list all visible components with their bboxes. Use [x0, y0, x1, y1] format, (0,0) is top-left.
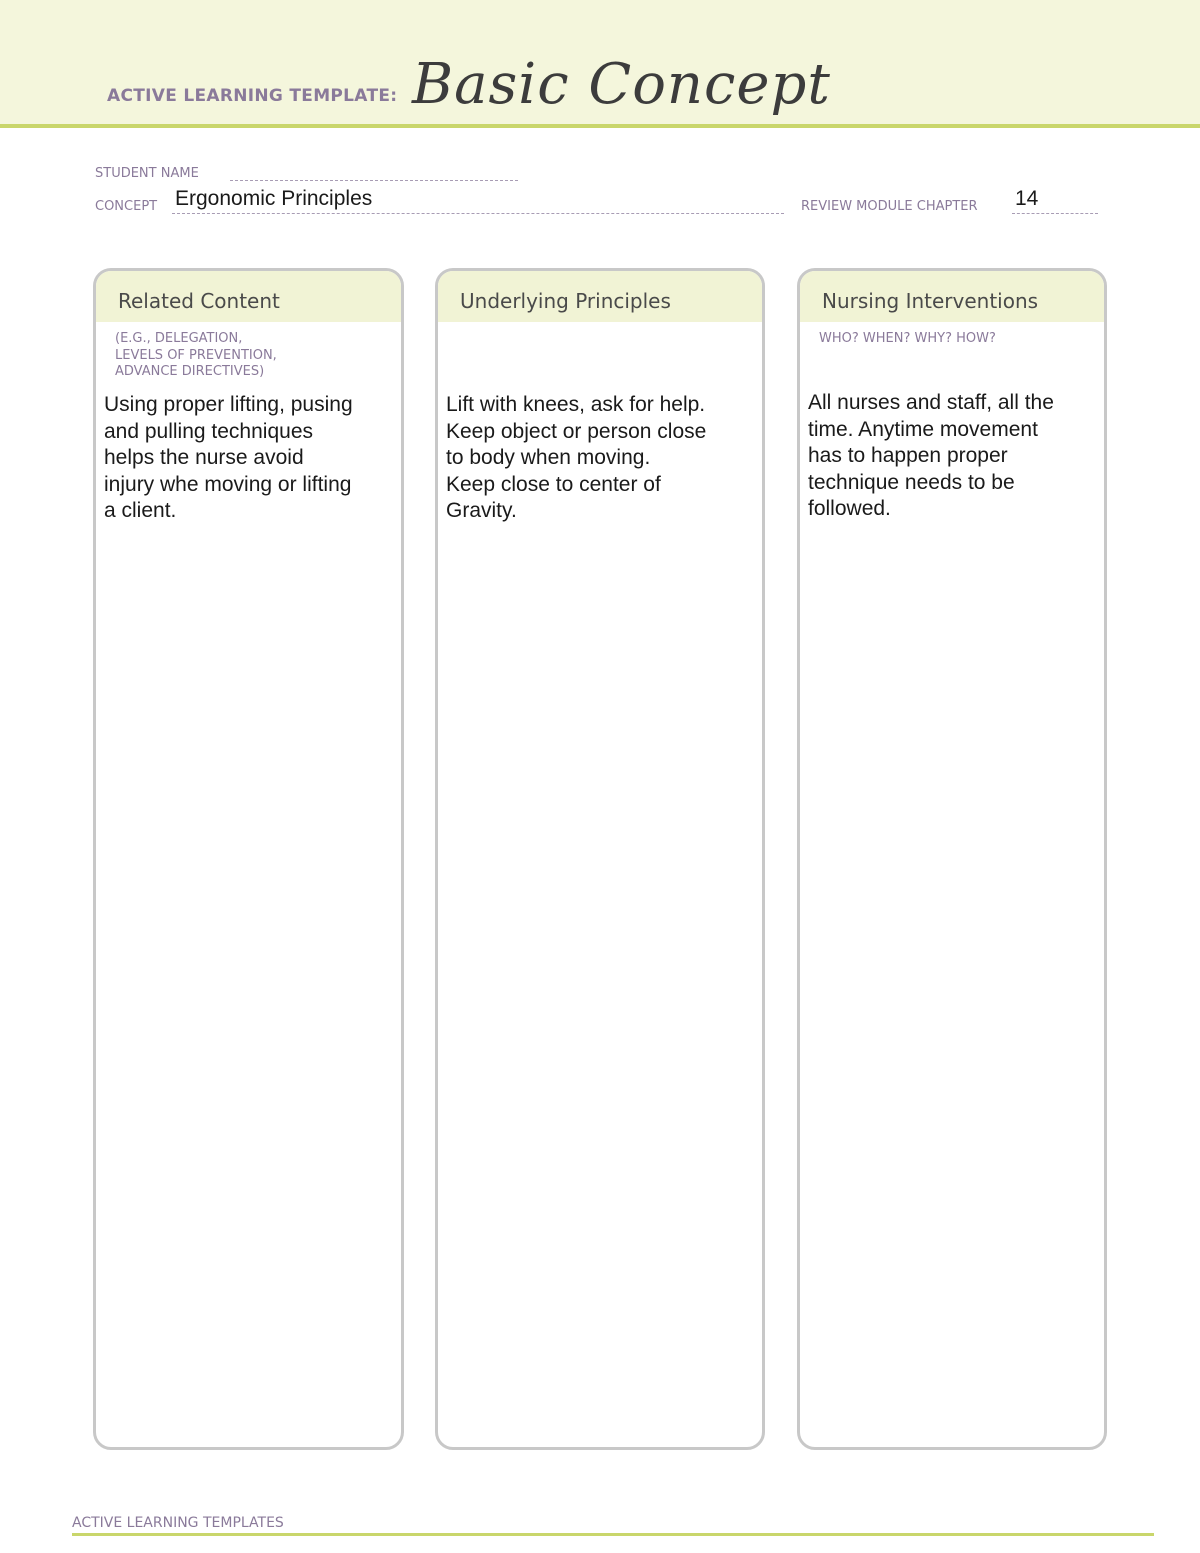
related-content-card: [93, 268, 404, 1450]
card-body-text[interactable]: All nurses and staff, all the time. Anytime movement has to happen proper technique needs to be followed.: [808, 391, 1054, 520]
student-name-field[interactable]: [230, 180, 518, 181]
concept-label: CONCEPT: [95, 199, 158, 214]
underlying-principles-card: [435, 268, 765, 1450]
template-label: ACTIVE LEARNING TEMPLATE:: [107, 86, 398, 106]
footer-label: ACTIVE LEARNING TEMPLATES: [72, 1515, 284, 1531]
card-title: Nursing Interventions: [822, 289, 1039, 313]
concept-field[interactable]: [172, 213, 784, 214]
chapter-field[interactable]: [1012, 213, 1098, 214]
concept-value: Ergonomic Principles: [175, 187, 373, 210]
footer-divider: [72, 1533, 1154, 1536]
chapter-label: REVIEW MODULE CHAPTER: [801, 199, 978, 214]
card-subtitle: WHO? WHEN? WHY? HOW?: [819, 331, 996, 346]
nursing-interventions-card: [797, 268, 1107, 1450]
student-name-label: STUDENT NAME: [95, 166, 199, 181]
card-body-text[interactable]: Lift with knees, ask for help. Keep object or person close to body when moving. Keep close to center of Gravity.: [446, 393, 707, 522]
page-title: Basic Concept: [412, 52, 831, 117]
chapter-value: 14: [1015, 187, 1039, 210]
card-title: Related Content: [118, 289, 280, 313]
card-subtitle: (E.G., DELEGATION, LEVELS OF PREVENTION, ADVANCE DIRECTIVES): [115, 331, 277, 379]
header-banner: [0, 0, 1200, 128]
card-body-text[interactable]: Using proper lifting, pusing and pulling techniques helps the nurse avoid injury whe moving or lifting a client.: [104, 393, 353, 522]
card-title: Underlying Principles: [460, 289, 671, 313]
